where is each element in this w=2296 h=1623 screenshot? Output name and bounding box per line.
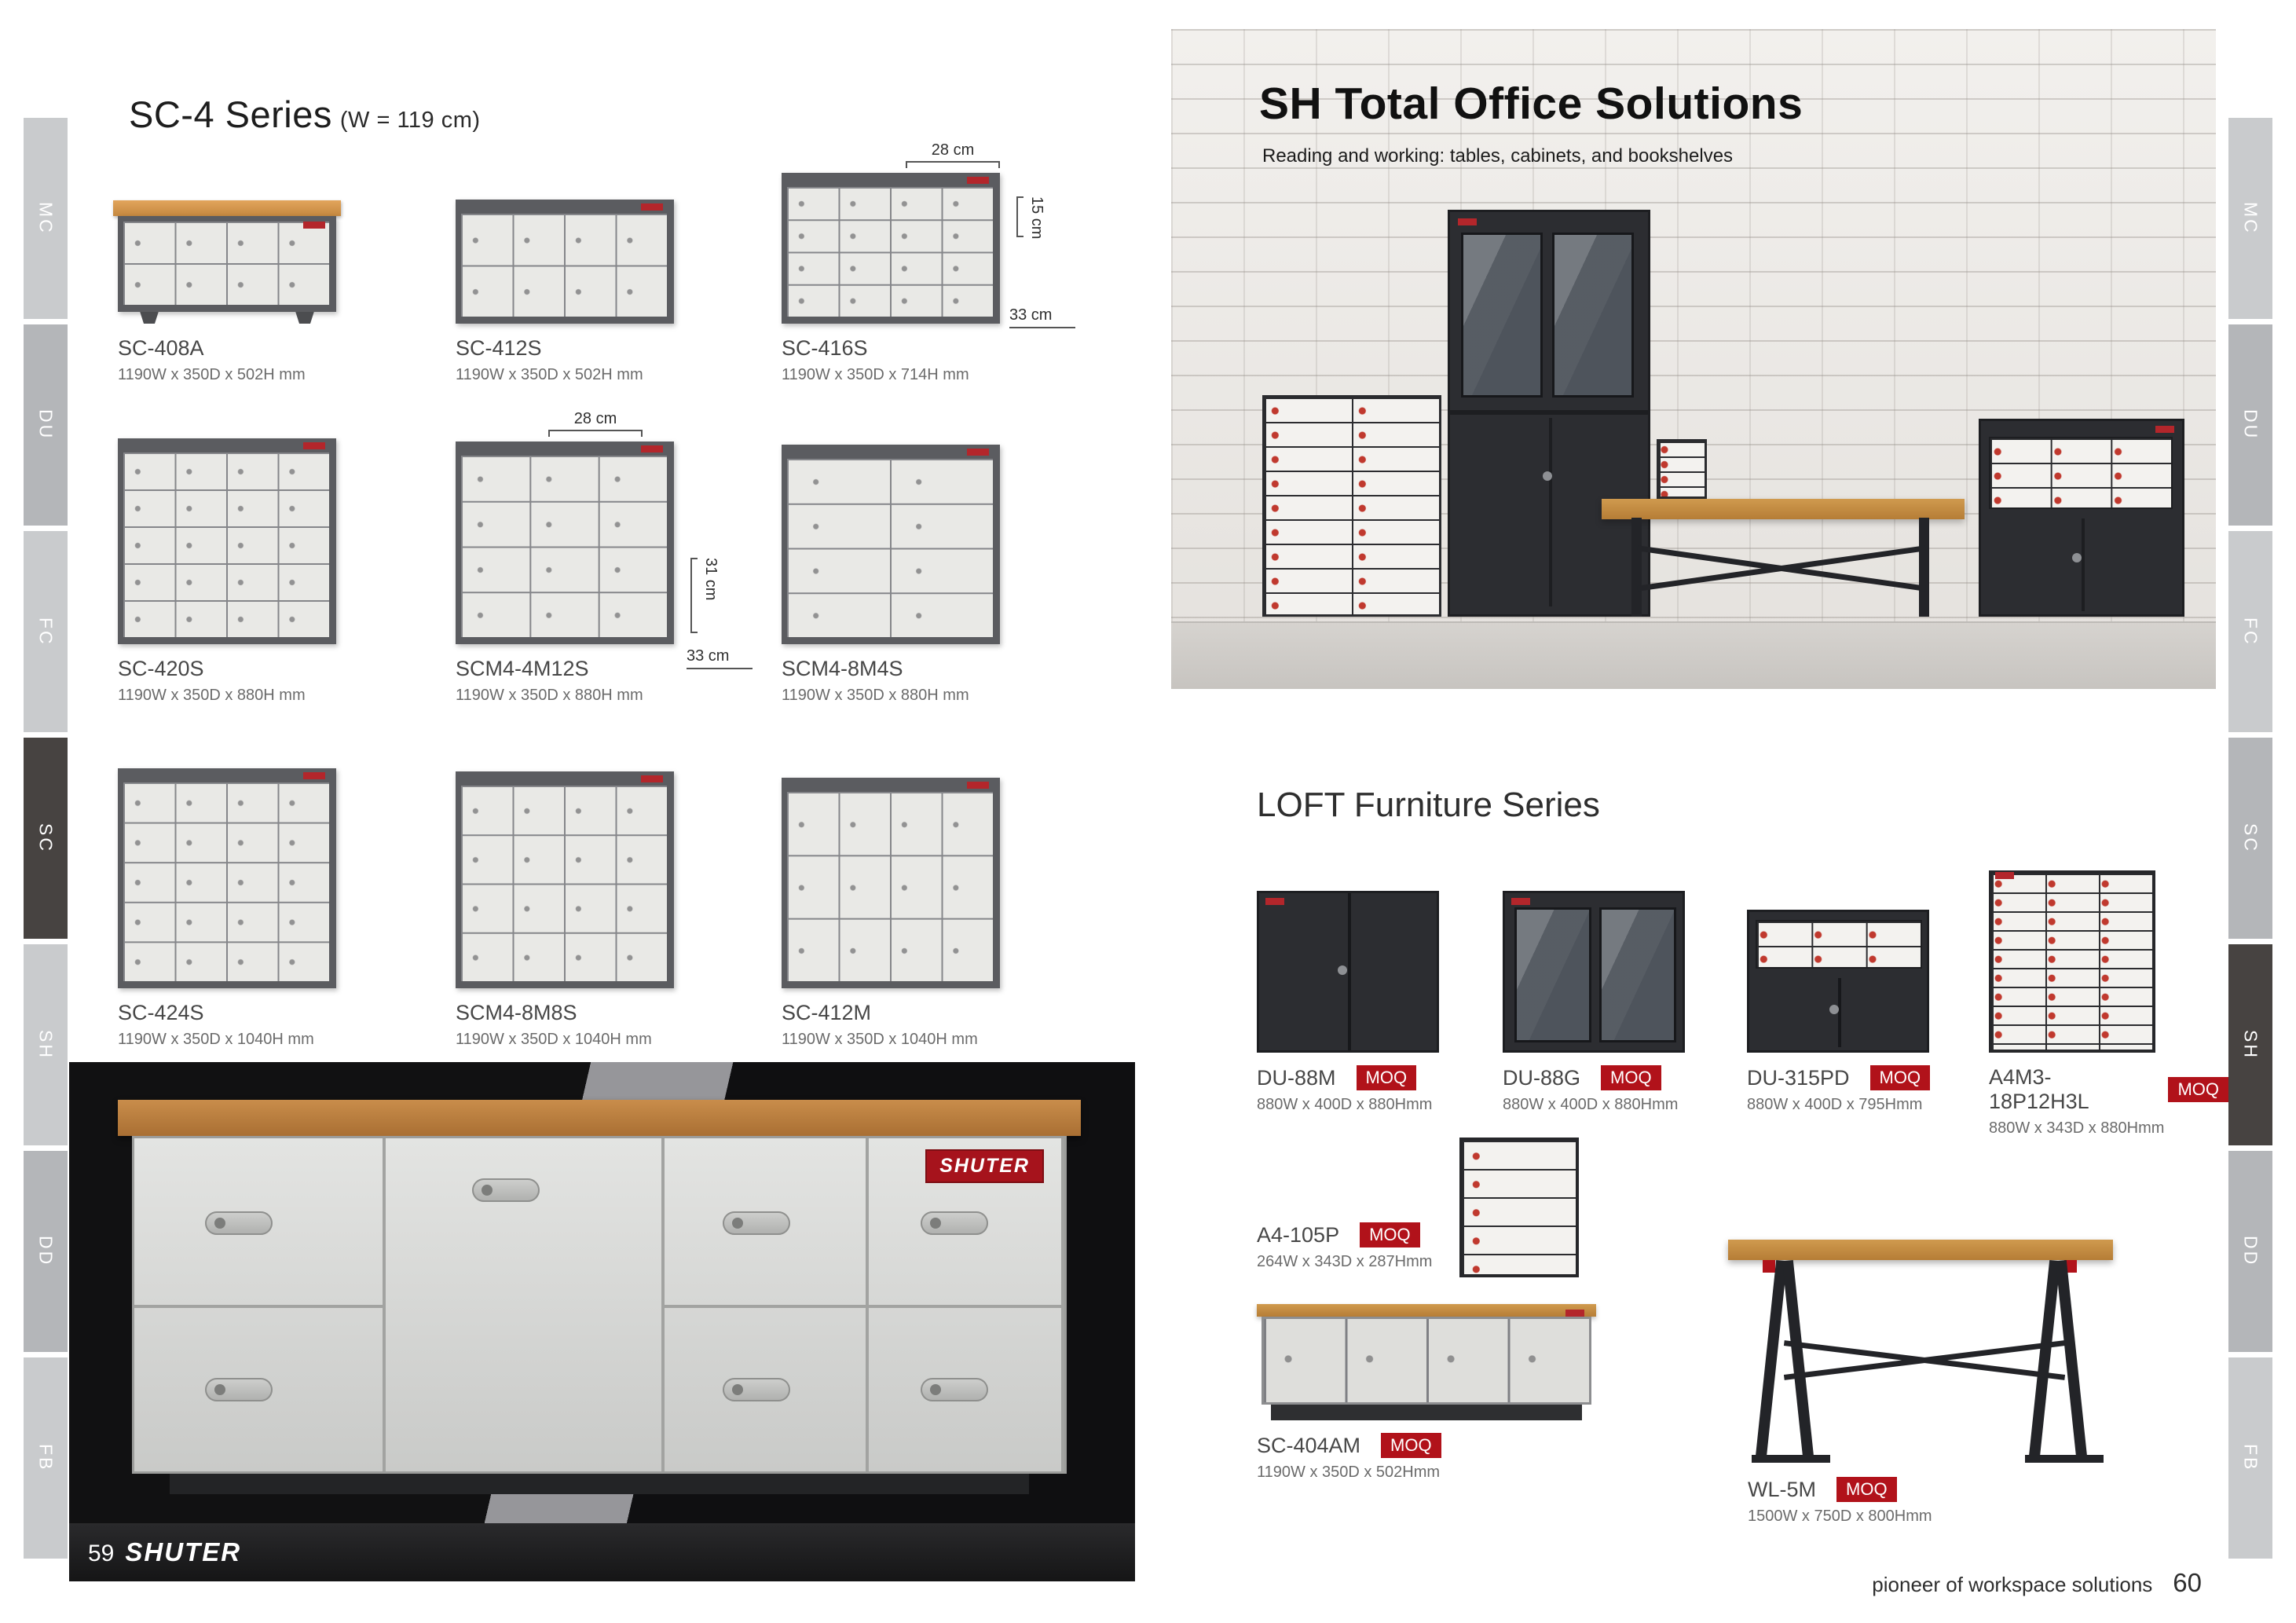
product-label-row bbox=[1503, 1065, 1742, 1090]
cabinet-column bbox=[134, 1138, 386, 1471]
product-card bbox=[1747, 850, 1987, 1114]
product-dimensions: 1190W x 350D x 1040H mm bbox=[456, 1031, 652, 1048]
hero-subtitle: Reading and working: tables, cabinets, and bookshelves bbox=[1262, 145, 1734, 167]
glass-door bbox=[1599, 907, 1676, 1042]
low-cabinet-illustration bbox=[1979, 419, 2184, 617]
workbench-foot bbox=[1752, 1455, 1830, 1463]
featured-cabinet bbox=[132, 1100, 1067, 1494]
product-name: SCM4-8M8S bbox=[456, 1001, 577, 1024]
cabinet-column bbox=[665, 1138, 869, 1471]
product-name: SC-412S bbox=[456, 336, 542, 360]
product-name: DU-88M bbox=[1257, 1065, 1336, 1090]
sidebar-tab-label: DD bbox=[2240, 1236, 2261, 1267]
cabinet-plinth bbox=[170, 1474, 1030, 1494]
dimension-label: 33 cm bbox=[1009, 306, 1053, 324]
sidebar-tab-mc[interactable] bbox=[24, 118, 68, 319]
page-footer-left bbox=[88, 1537, 241, 1567]
moq-badge: MOQ bbox=[1360, 1222, 1420, 1247]
dimension-label: 15 cm bbox=[1028, 196, 1045, 240]
wood-top bbox=[118, 1100, 1081, 1136]
door-split bbox=[869, 1305, 1061, 1308]
product-card bbox=[1257, 1304, 1596, 1482]
dimension-annotation-bottom bbox=[687, 647, 753, 669]
brand-chip bbox=[967, 177, 989, 184]
product-card bbox=[118, 430, 385, 705]
sidebar-tab-label: FC bbox=[2240, 617, 2261, 647]
brand-chip bbox=[641, 203, 663, 211]
brand-chip bbox=[1995, 872, 2014, 879]
locker-body bbox=[782, 445, 1000, 644]
product-image bbox=[118, 760, 385, 988]
page-number: 60 bbox=[2173, 1568, 2202, 1597]
brand-chip bbox=[2155, 426, 2174, 433]
sidebar-tab-sc[interactable] bbox=[2228, 738, 2272, 939]
mount-bracket bbox=[1763, 1260, 1775, 1273]
moq-badge: MOQ bbox=[1357, 1065, 1417, 1090]
product-card bbox=[782, 141, 1053, 384]
brand-chip bbox=[1458, 218, 1477, 225]
shelf-line bbox=[1450, 410, 1648, 415]
sidebar-tab-label: FB bbox=[2240, 1444, 2261, 1472]
sidebar-tab-label: MC bbox=[2240, 202, 2261, 235]
locker-doors bbox=[461, 214, 667, 317]
locker-body bbox=[118, 438, 336, 644]
sidebar-tab-fc[interactable] bbox=[24, 531, 68, 732]
product-image bbox=[456, 410, 730, 665]
drawer-door-cabinet-illustration bbox=[1747, 910, 1929, 1053]
leg bbox=[138, 312, 160, 324]
section-title: LOFT Furniture Series bbox=[1257, 786, 1600, 824]
sidebar-tab-mc[interactable] bbox=[2228, 118, 2272, 319]
workbench-leg bbox=[1782, 1260, 1814, 1458]
sidebar-tab-label: MC bbox=[35, 202, 57, 235]
brand-chip bbox=[967, 449, 989, 456]
lock bbox=[1338, 965, 1347, 975]
hero-photo bbox=[1171, 29, 2216, 689]
locker-body bbox=[456, 771, 674, 988]
lock bbox=[1543, 471, 1552, 481]
product-dimensions: 1190W x 350D x 880H mm bbox=[456, 687, 643, 704]
desktop-drawer-unit-illustration bbox=[1459, 1138, 1579, 1277]
cabinet-illustration bbox=[118, 768, 336, 988]
door-split bbox=[2082, 518, 2085, 611]
cabinet-illustration bbox=[782, 445, 1000, 644]
sidebar-tab-dd[interactable] bbox=[24, 1151, 68, 1352]
locker-body bbox=[782, 173, 1000, 324]
dimension-label: 28 cm bbox=[931, 141, 975, 159]
door-handle bbox=[205, 1378, 273, 1401]
sidebar-tab-label: FC bbox=[35, 617, 57, 647]
cabinet-body bbox=[132, 1136, 1067, 1474]
sidebar-tab-fb[interactable] bbox=[2228, 1357, 2272, 1559]
footer-tagline: pioneer of workspace solutions bbox=[1872, 1573, 2153, 1596]
product-label-row bbox=[1747, 1065, 1987, 1090]
sliding-cabinet-illustration bbox=[1257, 891, 1439, 1053]
hero-title: SH Total Office Solutions bbox=[1259, 79, 1803, 129]
workbench-leg bbox=[1756, 1260, 1787, 1458]
cabinet-illustration bbox=[456, 200, 674, 324]
workbench-top bbox=[1728, 1240, 2113, 1260]
door-split bbox=[1838, 978, 1841, 1047]
brand-chip bbox=[1565, 1310, 1584, 1317]
moq-badge: MOQ bbox=[1601, 1065, 1661, 1090]
product-dimensions: 1190W x 350D x 880H mm bbox=[118, 687, 306, 704]
desk-leg bbox=[1919, 518, 1929, 617]
product-dimensions: 1190W x 350D x 714H mm bbox=[782, 366, 969, 383]
product-dimensions: 1190W x 350D x 1040H mm bbox=[782, 1031, 978, 1048]
product-card bbox=[1989, 850, 2228, 1138]
locker-body bbox=[782, 778, 1000, 988]
dimension-line bbox=[690, 558, 698, 633]
locker-doors bbox=[123, 222, 329, 305]
product-name: SC-424S bbox=[118, 1001, 204, 1024]
product-dimensions: 880W x 400D x 880Hmm bbox=[1257, 1096, 1433, 1113]
dimension-bracket bbox=[906, 161, 1000, 168]
product-name: A4-105P bbox=[1257, 1222, 1340, 1247]
glass-door bbox=[1514, 907, 1591, 1042]
product-image bbox=[782, 430, 1049, 644]
workbench-illustration bbox=[1728, 1225, 2121, 1469]
brand-chip bbox=[303, 772, 325, 779]
dimension-line bbox=[1009, 327, 1075, 328]
product-name: WL-5M bbox=[1748, 1477, 1816, 1501]
product-card bbox=[1503, 850, 1742, 1114]
product-label-row bbox=[1748, 1477, 1983, 1502]
product-dimensions: 1190W x 350D x 1040H mm bbox=[118, 1031, 314, 1048]
product-name: SC-420S bbox=[118, 657, 204, 680]
shuter-badge: SHUTER bbox=[925, 1149, 1044, 1183]
product-dimensions: 880W x 400D x 795Hmm bbox=[1747, 1096, 1923, 1113]
sidebar-tab-sh[interactable] bbox=[24, 944, 68, 1145]
dimension-label: 33 cm bbox=[687, 647, 730, 665]
page-footer-right bbox=[1872, 1568, 2202, 1598]
glass-door bbox=[1461, 233, 1543, 398]
cabinet-illustration bbox=[456, 771, 674, 988]
sidebar-tab-sc-active[interactable] bbox=[24, 738, 68, 939]
product-dimensions: 1190W x 350D x 502H mm bbox=[456, 366, 643, 383]
door-split bbox=[1348, 893, 1351, 1050]
door-handle bbox=[723, 1211, 790, 1235]
product-name: SC-408A bbox=[118, 336, 204, 360]
product-card bbox=[1748, 1477, 1983, 1526]
locker-body bbox=[456, 200, 674, 324]
locker-doors bbox=[123, 782, 329, 981]
sidebar-tab-label: DU bbox=[35, 409, 57, 441]
product-name: A4M3-18P12H3L bbox=[1989, 1065, 2089, 1113]
product-name: DU-88G bbox=[1503, 1065, 1581, 1090]
sidebar-tab-label: DD bbox=[35, 1236, 57, 1267]
cabinet-column bbox=[386, 1138, 665, 1471]
brand-chip bbox=[1265, 898, 1284, 905]
door-split bbox=[1549, 418, 1552, 606]
drawer-section bbox=[1989, 437, 2173, 509]
door-split bbox=[134, 1305, 383, 1308]
tall-cabinet-illustration bbox=[1448, 210, 1650, 617]
locker-doors bbox=[461, 786, 667, 981]
product-card bbox=[456, 760, 723, 1049]
shuter-logo: SHUTER bbox=[125, 1537, 242, 1566]
sidebar-tab-label: FB bbox=[35, 1444, 57, 1472]
series-title: SC-4 Series bbox=[129, 93, 332, 135]
leg bbox=[294, 312, 316, 324]
product-card bbox=[1257, 1222, 1461, 1271]
dimension-line bbox=[687, 668, 753, 669]
sidebar-tab-fb[interactable] bbox=[24, 1357, 68, 1559]
door-handle bbox=[472, 1178, 540, 1202]
product-card bbox=[456, 157, 723, 384]
desk-top bbox=[1602, 499, 1965, 519]
product-label-row bbox=[1257, 1433, 1596, 1458]
moq-badge: MOQ bbox=[1381, 1433, 1441, 1458]
glass-door bbox=[1552, 233, 1634, 398]
cabinet-illustration bbox=[118, 438, 336, 644]
product-dimensions: 264W x 343D x 287Hmm bbox=[1257, 1253, 1433, 1270]
sidebar-tab-du[interactable] bbox=[24, 324, 68, 526]
lifestyle-photo bbox=[69, 1062, 1135, 1581]
sidebar-tab-label: DU bbox=[2240, 409, 2261, 441]
product-card bbox=[782, 760, 1049, 1049]
workbench-leg bbox=[2029, 1260, 2060, 1458]
hero-floor bbox=[1171, 621, 2216, 689]
product-card bbox=[456, 410, 730, 705]
product-name: SCM4-8M4S bbox=[782, 657, 903, 680]
locker-doors bbox=[787, 459, 993, 637]
product-name: DU-315PD bbox=[1747, 1065, 1850, 1090]
wood-top bbox=[1257, 1304, 1596, 1317]
product-card bbox=[782, 430, 1049, 705]
locker-doors bbox=[123, 452, 329, 637]
cabinet-doors bbox=[1262, 1317, 1591, 1405]
locker-doors bbox=[461, 456, 667, 637]
product-card bbox=[118, 157, 385, 384]
cabinet-illustration bbox=[1257, 1304, 1596, 1420]
moq-badge: MOQ bbox=[2168, 1077, 2228, 1102]
sidebar-tab-dd[interactable] bbox=[2228, 1151, 2272, 1352]
locker-doors bbox=[787, 792, 993, 981]
page-number: 59 bbox=[88, 1541, 115, 1566]
moq-badge: MOQ bbox=[1870, 1065, 1931, 1090]
product-card bbox=[118, 760, 385, 1049]
product-image bbox=[1747, 850, 1987, 1053]
cabinet-illustration bbox=[456, 410, 730, 665]
desktop-drawers-illustration bbox=[1657, 439, 1707, 499]
product-dimensions: 1190W x 350D x 502H mm bbox=[118, 366, 306, 383]
brand-chip bbox=[641, 445, 663, 452]
sidebar-tab-label: SC bbox=[35, 823, 57, 853]
product-image bbox=[456, 157, 723, 324]
dimension-annotation-side bbox=[690, 558, 720, 633]
product-image bbox=[782, 141, 1053, 324]
workbench-foot bbox=[2025, 1455, 2104, 1463]
brand-chip bbox=[303, 442, 325, 449]
locker-body bbox=[456, 441, 674, 644]
locker-doors bbox=[787, 187, 993, 317]
drawer-section bbox=[1756, 920, 1922, 969]
locker-body bbox=[118, 216, 336, 312]
product-label-row bbox=[1257, 1065, 1496, 1090]
brand-chip bbox=[1511, 898, 1530, 905]
dimension-bracket bbox=[548, 430, 643, 437]
glass-cabinet-illustration bbox=[1503, 891, 1685, 1053]
product-dimensions: 1190W x 350D x 880H mm bbox=[782, 687, 969, 704]
product-dimensions: 880W x 343D x 880Hmm bbox=[1989, 1119, 2165, 1137]
dimension-annotation-side bbox=[1016, 196, 1045, 239]
brand-chip bbox=[641, 775, 663, 782]
product-name: SC-404AM bbox=[1257, 1433, 1361, 1457]
product-label-row bbox=[1989, 1065, 2228, 1114]
sidebar-tab-label: SC bbox=[2240, 823, 2261, 853]
product-image bbox=[782, 760, 1049, 988]
cabinet-plinth bbox=[1271, 1405, 1582, 1420]
dimension-line bbox=[1016, 196, 1023, 237]
lock bbox=[2072, 553, 2082, 562]
desk-leg bbox=[1631, 518, 1642, 617]
series-width-note: (W = 119 cm) bbox=[339, 108, 481, 133]
cabinet-illustration bbox=[782, 141, 1053, 324]
page-title bbox=[129, 93, 481, 136]
cabinet-legs bbox=[118, 312, 336, 324]
product-image bbox=[118, 157, 385, 324]
door-handle bbox=[921, 1378, 988, 1401]
drawer-cabinet-illustration bbox=[1262, 395, 1441, 617]
door-handle bbox=[921, 1211, 988, 1235]
product-image bbox=[1257, 850, 1496, 1053]
product-dimensions: 1190W x 350D x 502Hmm bbox=[1257, 1464, 1441, 1481]
dimension-annotation-bottom bbox=[1009, 306, 1075, 328]
multi-drawer-cabinet-illustration bbox=[1989, 870, 2155, 1053]
product-image bbox=[118, 430, 385, 644]
product-dimensions: 880W x 400D x 880Hmm bbox=[1503, 1096, 1679, 1113]
sidebar-tab-fc[interactable] bbox=[2228, 531, 2272, 732]
sidebar-tab-label: SH bbox=[35, 1030, 57, 1060]
door-handle bbox=[205, 1211, 273, 1235]
brand-chip bbox=[303, 222, 325, 229]
product-image bbox=[1503, 850, 1742, 1053]
cabinet-illustration bbox=[118, 200, 336, 324]
product-dimensions: 1500W x 750D x 800Hmm bbox=[1748, 1508, 1932, 1525]
dimension-label: 28 cm bbox=[573, 410, 617, 427]
cabinet-illustration bbox=[782, 778, 1000, 988]
product-name: SCM4-4M12S bbox=[456, 657, 589, 680]
product-name: SC-412M bbox=[782, 1001, 872, 1024]
wood-top bbox=[113, 200, 340, 216]
door-split bbox=[665, 1305, 866, 1308]
product-image bbox=[1989, 850, 2228, 1053]
product-name: SC-416S bbox=[782, 336, 868, 360]
workbench-leg bbox=[2056, 1260, 2087, 1458]
sidebar-tab-du[interactable] bbox=[2228, 324, 2272, 526]
sidebar-tab-label: SH bbox=[2240, 1030, 2261, 1060]
product-label-row bbox=[1257, 1222, 1461, 1247]
lock bbox=[1829, 1005, 1839, 1014]
door-handle bbox=[723, 1378, 790, 1401]
locker-body bbox=[118, 768, 336, 988]
brand-chip bbox=[967, 782, 989, 789]
product-image bbox=[456, 760, 723, 988]
sidebar-tab-sh-active[interactable] bbox=[2228, 944, 2272, 1145]
dimension-annotation-top bbox=[906, 141, 1000, 168]
cabinet-column bbox=[869, 1138, 1064, 1471]
product-card bbox=[1257, 850, 1496, 1114]
dimension-annotation-top bbox=[548, 410, 643, 437]
dimension-label: 31 cm bbox=[702, 558, 720, 601]
moq-badge: MOQ bbox=[1836, 1477, 1897, 1502]
